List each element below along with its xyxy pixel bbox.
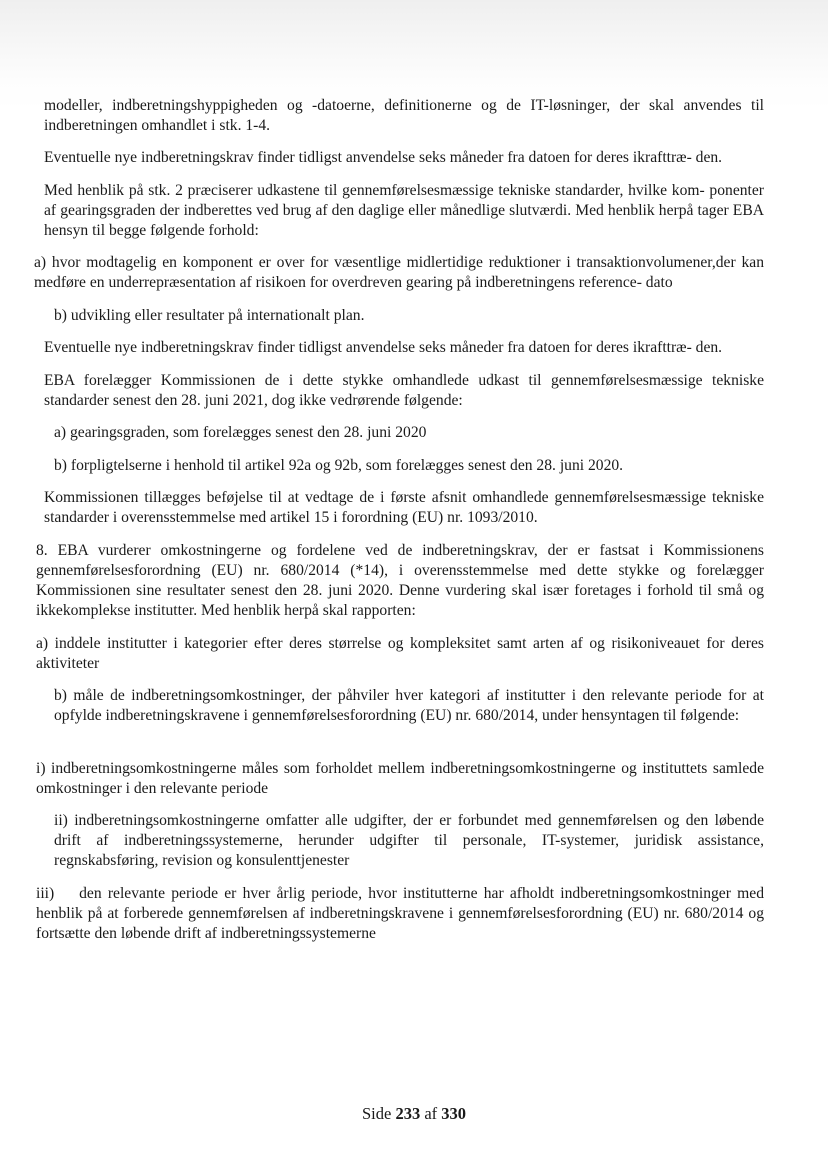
paragraph-new-requirements-1: Eventuelle nye indberetningskrav finder tidligst anvendelse seks måneder fra datoen for deres ikrafttræ- den.	[44, 149, 723, 166]
footer-page-total: 330	[441, 1104, 467, 1123]
list-item-b-international: b) udvikling eller resultater på internationalt plan.	[54, 307, 365, 324]
paragraph-stk5-continuation: modeller, indberetningshyppigheden og -datoerne, definitionerne og de IT-løsninger, der skal anvendes til indberetningen omhandlet i stk. 1-4.	[44, 97, 764, 134]
footer-prefix: Side	[361, 1104, 392, 1123]
paragraph-eba-submission: EBA forelægger Kommissionen de i dette stykke omhandlede udkast til gennemførelsesmæssige tekniske standarder senest den 28. juni 2021, dog ikke vedrørende følgende:	[44, 372, 764, 409]
list-item-a-susceptibility: a) hvor modtagelig en komponent er over for væsentlige midlertidige reduktioner i transaktionvolumener,der kan medføre en underrepræsentation af risikoen for overdreven gearing på indberetningens reference- dato	[34, 254, 764, 291]
page-footer	[0, 1104, 828, 1124]
list-item-i-cost-ratio: i) indberetningsomkostningerne måles som forholdet mellem indberetningsomkostningerne og instituttets samlede omkostninger i den relevante periode	[36, 760, 764, 797]
list-item-b-measure-costs: b) måle de indberetningsomkostninger, der påhviler hver kategori af institutter i den relevante periode for at opfylde indberetningskravene i gennemførelsesforordning (EU) nr. 680/2014, under hensyntagen til følgende:	[54, 687, 764, 724]
list-item-b-obligations: b) forpligtelserne i henhold til artikel 92a og 92b, som forelægges senest den 28. juni 2020.	[54, 457, 624, 474]
paragraph-commission-power: Kommissionen tillægges beføjelse til at vedtage de i første afsnit omhandlede gennemførelsesmæssige tekniske standarder i overensstemmelse med artikel 15 i forordning (EU) nr. 1093/2010.	[44, 489, 764, 526]
footer-page-number: 233	[395, 1104, 421, 1123]
paragraph-8-eba-assessment: 8. EBA vurderer omkostningerne og fordelene ved de indberetningskrav, der er fastsat i Kommissionens gennemførelsesforordning (EU) nr. 680/2014 (*14), i overensstemmelse med dette stykke og forelægger Kommissionen sine resultater senest den 28. juni 2020. Denne vurdering skal især foretages i forhold til små og ikkekomplekse institutter. Med henblik herpå skal rapporten:	[36, 542, 764, 619]
footer-separator: af	[424, 1104, 438, 1123]
paragraph-stk2-specification: Med henblik på stk. 2 præciserer udkastene til gennemførelsesmæssige tekniske standarder, hvilke kom- ponenter af gearingsgraden der indberettes ved brug af den daglige eller månedlige slutværdi. Med henblik herpå tager EBA hensyn til begge følgende forhold:	[44, 182, 764, 239]
list-item-a-categories: a) inddele institutter i kategorier efter deres størrelse og kompleksitet samt arten af og risikoniveauet for deres aktiviteter	[36, 635, 764, 672]
list-item-iii-relevant-period: iii) den relevante periode er hver årlig periode, hvor institutterne har afholdt indberetningsomkostninger med henblik på at forberede gennemførelsen af indberetningskravene i gennemførelsesforordning (EU) nr. 680/2014 og fortsætte den løbende drift af indberetningssystemerne	[36, 885, 768, 942]
list-item-ii-cost-scope: ii) indberetningsomkostningerne omfatter alle udgifter, der er forbundet med gennemførelsen og den løbende drift af indberetningssystemerne, herunder udgifter til personale, IT-systemer, juridisk assistance, regnskabsføring, revision og konsulenttjenester	[54, 812, 764, 869]
list-item-a-leverage: a) gearingsgraden, som forelægges senest den 28. juni 2020	[54, 424, 427, 441]
paragraph-new-requirements-2: Eventuelle nye indberetningskrav finder tidligst anvendelse seks måneder fra datoen for deres ikrafttræ- den.	[44, 339, 723, 356]
